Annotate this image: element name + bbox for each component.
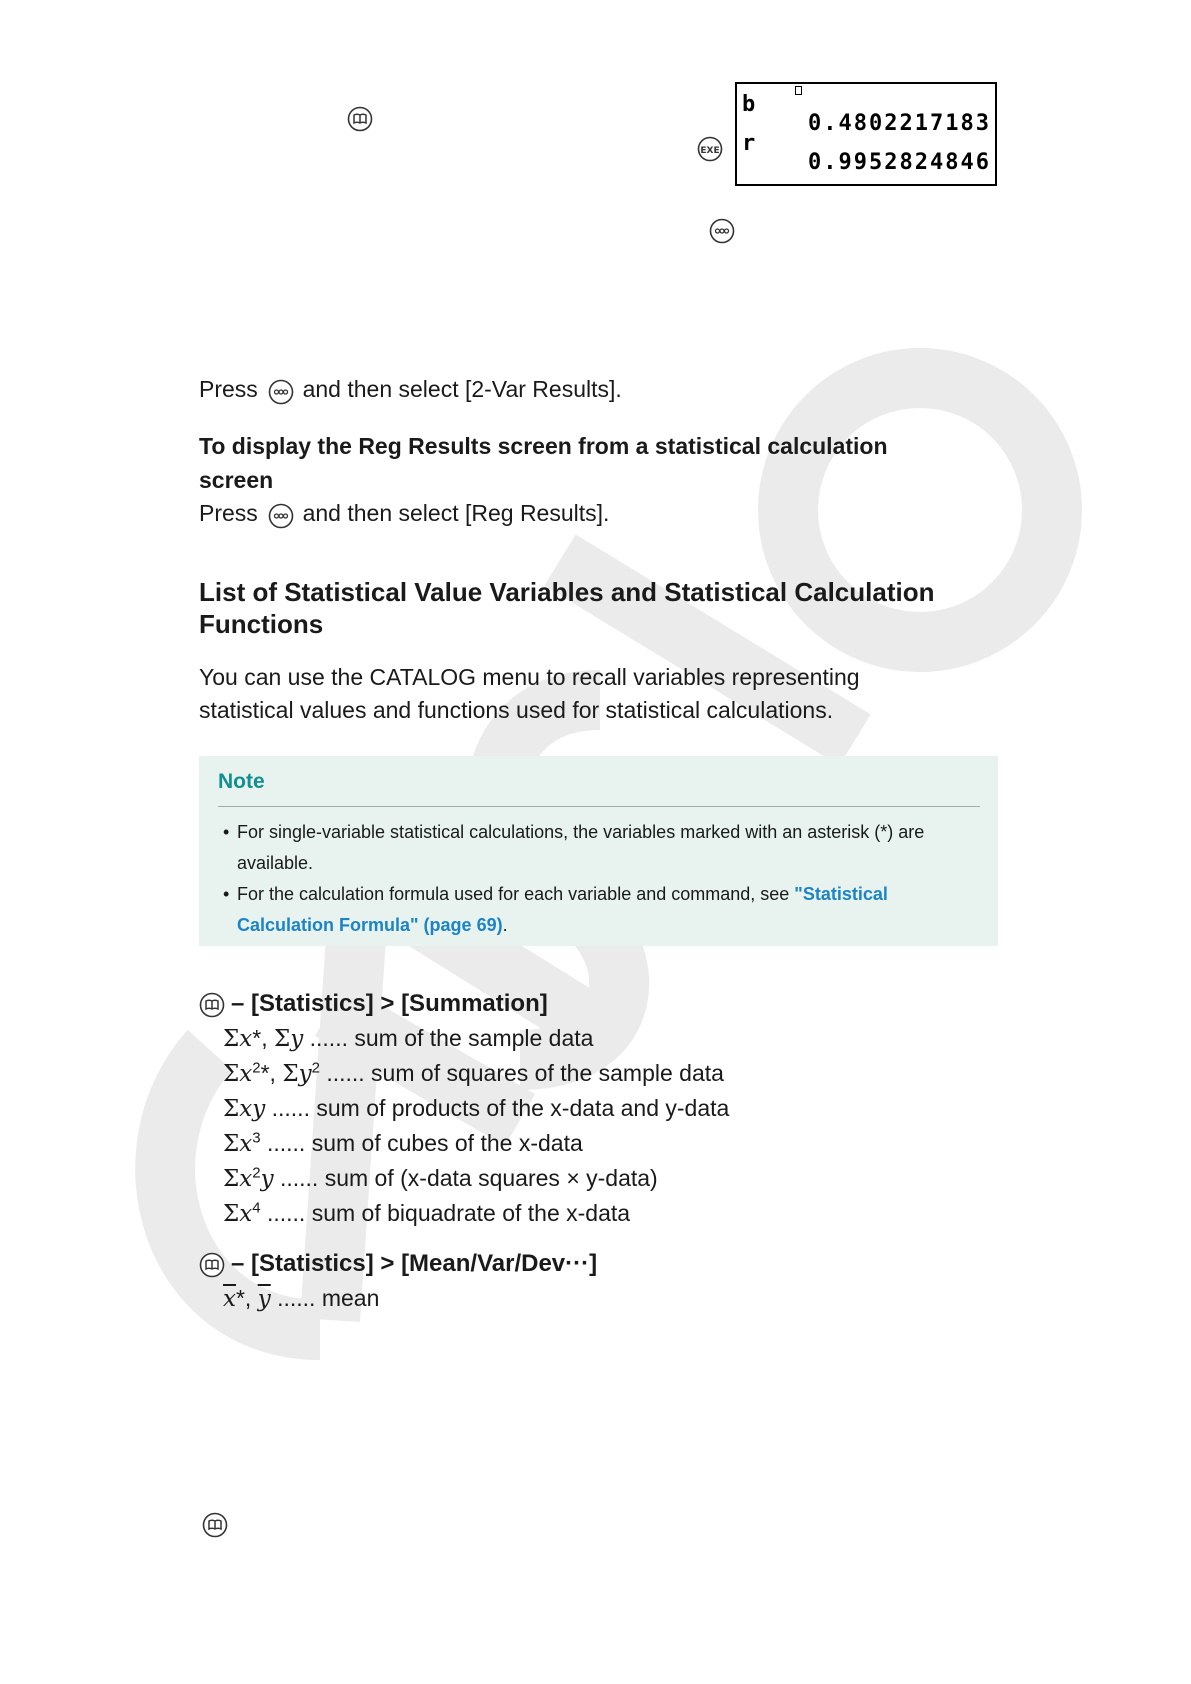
list-item: $\Sigma x^2y$ ...... sum of (x-data squares × y-data) — [223, 1164, 658, 1192]
list-item: $\overline{x}*$, $\overline{y}$ ...... mean — [223, 1285, 380, 1312]
note-item: • For single-variable statistical calculations, the variables marked with an asterisk (*) are available. — [223, 822, 925, 873]
press-text: Press — [199, 376, 258, 402]
note-title: Note — [218, 770, 265, 793]
section-title: List of Statistical Value Variables and Statistical Calculation Functions — [199, 577, 935, 639]
list-item: $\Sigma x^4$ ...... sum of biquadrate of the x-data — [223, 1199, 631, 1227]
instruction-reg — [199, 497, 609, 530]
lcd-row2-label: r — [742, 131, 756, 156]
instruction-text: and then select [2-Var Results]. — [302, 376, 622, 402]
summation-heading: – [Statistics] > [Summation] — [199, 988, 548, 1020]
summation-list — [223, 1021, 729, 1231]
book-icon — [199, 1252, 223, 1276]
reg-results-heading: To display the Reg Results screen from a statistical calculation screen — [199, 433, 888, 493]
lcd-row2-value: 0.9952824846 — [808, 150, 991, 175]
mean-list — [223, 1281, 379, 1316]
screen-indicator-icon — [795, 86, 802, 95]
book-icon — [202, 1512, 226, 1536]
list-item: $\Sigma x^3$ ...... sum of cubes of the x-data — [223, 1129, 583, 1157]
instruction-2var — [199, 373, 622, 406]
note-item: • For the calculation formula used for each variable and command, see "Statistical Calculation Formula" (page 69). — [223, 884, 888, 935]
lcd-row1-value: 0.4802217183 — [808, 111, 991, 136]
press-text: Press — [199, 500, 258, 526]
formula-page-link[interactable]: "Statistical Calculation Formula" (page 69) — [237, 884, 888, 935]
instruction-text: and then select [Reg Results]. — [302, 500, 610, 526]
list-item: $\Sigma x^2*$, $\Sigma y^2$ ...... sum of squares of the sample data — [223, 1059, 724, 1087]
calculator-screen — [735, 82, 997, 186]
exe-key-icon — [697, 136, 723, 162]
svg-text:EXE: EXE — [700, 146, 720, 156]
note-divider — [218, 806, 980, 807]
note-list — [218, 817, 980, 941]
options-key-icon — [709, 218, 735, 244]
options-key-icon — [268, 379, 292, 403]
list-item: Σx*, Σy ...... sum of the sample data — [223, 1025, 594, 1052]
lcd-row1-label: b — [742, 92, 756, 117]
book-icon — [199, 992, 223, 1016]
list-item: Σxy ...... sum of products of the x-data and y-data — [223, 1095, 730, 1122]
book-icon — [347, 106, 371, 130]
note-box — [199, 756, 998, 946]
mean-heading: – [Statistics] > [Mean/Var/Dev···] — [199, 1248, 597, 1280]
options-key-icon — [268, 503, 292, 527]
intro-paragraph: You can use the CATALOG menu to recall variables representing statistical values and functions used for statistical calculations. — [199, 664, 860, 723]
